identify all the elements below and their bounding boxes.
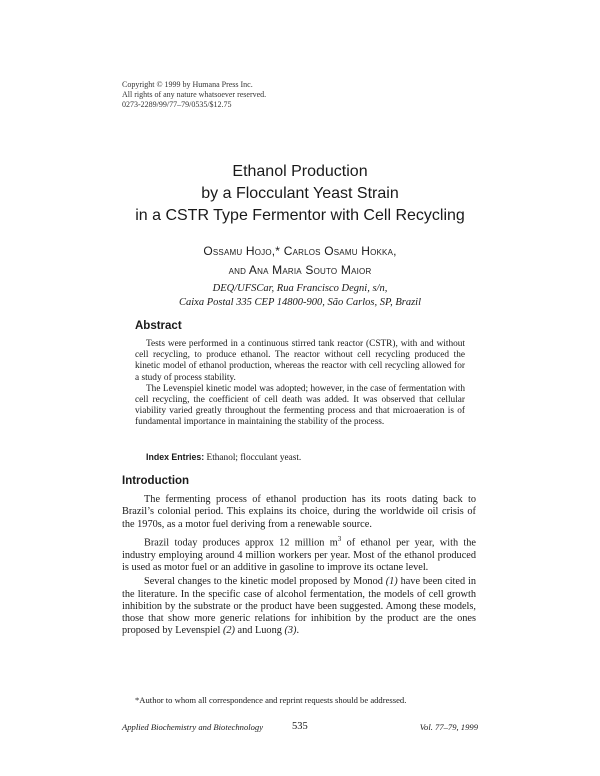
intro-paragraph-1: The fermenting process of ethanol production has its roots dating back to Brazil’s colonial period. This explains its choice, during the worldwide oil crisis of the 1970s, as a motor fuel deriving from a renewable source. [122,494,476,530]
affiliation-line-2: Caixa Postal 335 CEP 14800-900, São Carlos, SP, Brazil [178,297,421,308]
intro-p2-text-b: of ethanol per year, with the industry employing around 4 million workers per year. Most of the ethanol produced is used as motor fuel or an additive in gasoline to improve its octane level. [122,537,476,573]
reference-1: (1) [385,576,398,588]
author-list [60,242,540,280]
page-footer [122,722,478,736]
intro-p3-text-a: Several changes to the kinetic model proposed by Monod [144,576,386,588]
intro-paragraph-3 [122,576,476,637]
abstract-body [135,339,465,429]
abstract-heading: Abstract [135,320,182,332]
authors-line-2: and Ana Maria Souto Maior [228,263,372,277]
reference-2: (2) [222,625,235,637]
introduction-body [122,494,476,640]
volume-info: Vol. 77–79, 1999 [419,722,478,732]
affiliation-line-1: DEQ/UFSCar, Rua Francisco Degni, s/n, [212,283,388,294]
copyright-notice [122,80,266,110]
title-line-1: Ethanol Production [232,163,368,180]
intro-paragraph-2 [122,533,476,574]
rights-line: All rights of any nature whatsoever reserved. [122,90,267,99]
issn-line: 0273-2289/99/77–79/0535/$12.75 [122,100,232,109]
abstract-paragraph-2: The Levenspiel kinetic model was adopted; however, in the case of fermentation with cell recycling, the coefficient of cell death was added. It was observed that cellular viability varied greatly throughout the fermenting process and that microaeration is of fundamental importance in maintaining the stability of the process. [135,383,465,428]
intro-p3-text-b: have been cited in the literature. In the specific case of alcohol fermentation, the models of cell growth inhibition by the substrate or the product have been suggested. Among these models, those that show more generic relations for inhibition by the product are the ones proposed by Levenspiel [122,576,476,637]
index-entries-label: Index Entries: [146,452,205,462]
index-entries [146,452,301,463]
affiliation [60,282,540,310]
abstract-paragraph-1: Tests were performed in a continuous stirred tank reactor (CSTR), with and without cell recycling, to produce ethanol. The reactor without cell recycling produced the kinetic model of ethanol production, whereas the reactor with cell recycling allowed for a study of process stability. [135,339,465,383]
title-line-2: by a Flocculant Yeast Strain [201,185,399,202]
intro-p2-text-a: Brazil today produces approx 12 million m [144,537,338,549]
intro-p3-text-d: . [296,625,300,637]
title-line-3: in a CSTR Type Fermentor with Cell Recycling [135,207,465,224]
introduction-heading: Introduction [122,475,190,487]
intro-p3-text-c: and Luong [234,625,285,637]
authors-line-1: Ossamu Hojo,* Carlos Osamu Hokka, [203,244,397,258]
journal-name: Applied Biochemistry and Biotechnology [122,722,264,732]
paper-title [60,161,540,227]
page-number: 535 [292,721,308,732]
reference-3: (3) [284,625,297,637]
corresponding-author-footnote: *Author to whom all correspondence and reprint requests should be addressed. [135,695,407,705]
index-entries-value: Ethanol; flocculant yeast. [204,453,302,463]
superscript-3: 3 [337,534,342,543]
copyright-line: Copyright © 1999 by Humana Press Inc. [122,80,253,89]
